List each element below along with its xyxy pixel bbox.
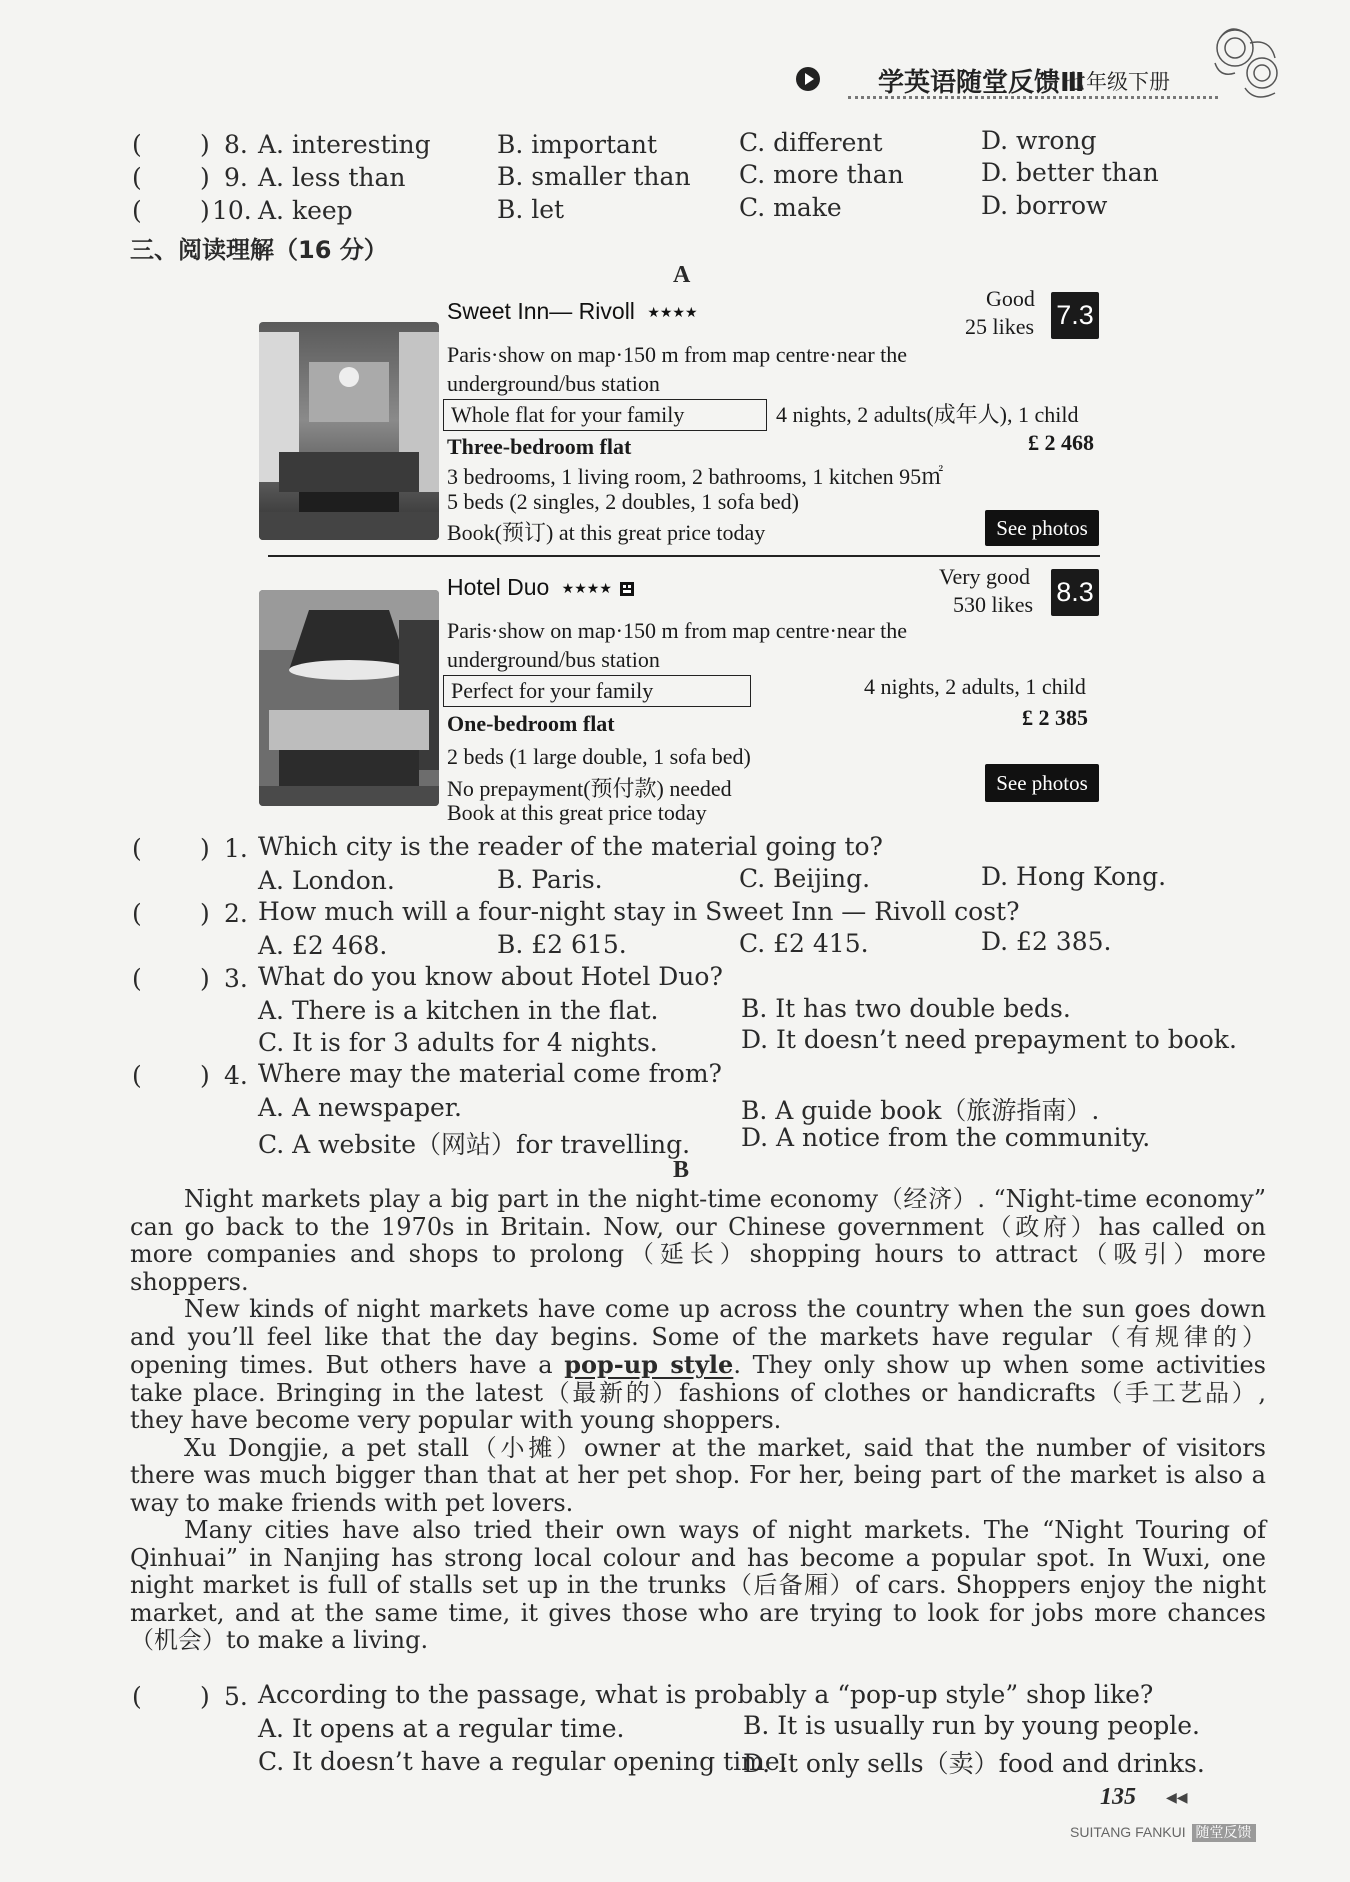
paragraph-3: Xu Dongjie, a pet stall（小摊）owner at the market, said that the number of visitors there was much bigger than that at her pet shop. For her, being part of the market is also a way to make friends with pet lovers. <box>130 1433 1266 1517</box>
listing-divider <box>268 555 1100 557</box>
question-number: 8. <box>224 130 248 159</box>
option-d: D. Hong Kong. <box>981 862 1167 891</box>
answer-paren-close: ) <box>200 130 210 159</box>
likes-count: 530 likes <box>953 592 1034 617</box>
prepayment-note: No prepayment(预付款) needed <box>447 776 732 801</box>
see-photos-button[interactable]: See photos <box>985 764 1099 802</box>
book-note: Book at this great price today <box>447 800 707 825</box>
section-heading: 三、阅读理解（16 分） <box>130 236 388 264</box>
rating-word: Good <box>986 286 1035 311</box>
location-line[interactable]: Paris·show on map·150 m from map centre·near the <box>447 342 908 367</box>
option-c: C. Beijing. <box>739 864 871 893</box>
flat-type: One-bedroom flat <box>447 711 615 736</box>
option-b: B. Paris. <box>497 865 603 894</box>
option-d: D. It doesn’t need prepayment to book. <box>741 1025 1237 1054</box>
answer-paren-open[interactable]: ( <box>132 1682 142 1711</box>
answer-paren-close: ) <box>200 1682 210 1711</box>
part-b-label: B <box>673 1157 690 1183</box>
answer-paren-close: ) <box>200 964 210 993</box>
flat-type: Three-bedroom flat <box>447 434 632 459</box>
option-b: B. £2 615. <box>497 930 627 959</box>
option-d: D. borrow <box>981 191 1108 220</box>
option-d: D. A notice from the community. <box>741 1123 1151 1152</box>
location-line-2: underground/bus station <box>447 647 660 672</box>
price: £ 2 385 <box>1022 705 1088 730</box>
answer-paren-close: ) <box>200 899 210 928</box>
option-a: A. less than <box>258 163 406 192</box>
option-a: A. £2 468. <box>258 931 388 960</box>
book-title: 学英语随堂反馈Ⅲ <box>878 68 1085 98</box>
option-a: A. interesting <box>258 130 431 159</box>
question-stem: What do you know about Hotel Duo? <box>258 962 723 991</box>
footer-brand: SUITANG FANKUI 随堂反馈 <box>1070 1822 1256 1842</box>
hotel-name[interactable]: Hotel Duo ★★★★ <box>447 574 634 601</box>
book-grade: 七年级下册 <box>1065 70 1170 94</box>
see-photos-button[interactable]: See photos <box>985 510 1099 546</box>
question-stem: Where may the material come from? <box>258 1059 722 1088</box>
tag-box: Perfect for your family <box>443 675 751 707</box>
answer-paren-open[interactable]: ( <box>132 964 142 993</box>
hotel-name[interactable]: Sweet Inn— Rivoll ★★★★ <box>447 298 698 324</box>
option-d: D. It only sells（卖）food and drinks. <box>743 1749 1205 1778</box>
location-line-2: underground/bus station <box>447 371 660 396</box>
option-a: A. A newspaper. <box>258 1093 462 1122</box>
question-number: 2. <box>224 899 248 928</box>
paragraph-2: New kinds of night markets have come up across the country when the sun goes down and you’ll feel like that the day begins. Some of the markets have regular（有规律的）opening times. But others have a pop-up style. They only show up when some activities take place. Bringing in the latest（最新的）fashions of clothes or handicrafts（手工艺品）, they have become very popular with young shoppers. <box>130 1295 1266 1434</box>
option-c: C. It is for 3 adults for 4 nights. <box>258 1028 658 1057</box>
option-c: C. £2 415. <box>739 929 869 958</box>
score-badge: 8.3 <box>1051 569 1099 616</box>
score-badge: 7.3 <box>1051 292 1099 339</box>
option-b: B. important <box>497 130 658 159</box>
option-c: C. make <box>739 193 842 222</box>
option-b: B. It has two double beds. <box>741 994 1071 1023</box>
passage-b <box>130 1186 1266 1655</box>
question-number: 9. <box>224 163 248 192</box>
question-stem: According to the passage, what is probably a “pop-up style” shop like? <box>258 1680 1154 1709</box>
bed-details: 2 beds (1 large double, 1 sofa bed) <box>447 744 751 769</box>
building-icon <box>620 582 634 596</box>
option-a: A. keep <box>258 196 353 225</box>
question-stem: Which city is the reader of the material going to? <box>258 832 883 861</box>
pop-up-style-phrase: pop-up style <box>564 1350 734 1379</box>
option-c: C. more than <box>739 160 904 189</box>
question-number: 4. <box>224 1061 248 1090</box>
question-number: 1. <box>224 834 248 863</box>
book-note: Book(预订) at this great price today <box>447 520 766 545</box>
footer-brand-badge: 随堂反馈 <box>1192 1824 1256 1842</box>
price: £ 2 468 <box>1028 430 1094 455</box>
option-d: D. wrong <box>981 126 1097 155</box>
paragraph-1: Night markets play a big part in the night-time economy（经济）. “Night-time economy” can go back to the 1970s in Britain. Now, our Chinese government（政府）has called on more companies and shops to prolong（延长）shopping hours to attract（吸引）more shoppers. <box>130 1185 1266 1296</box>
double-arrow-icon: ◀◀ <box>1166 1790 1188 1806</box>
option-a: A. It opens at a regular time. <box>258 1714 625 1743</box>
part-a-label: A <box>673 262 691 288</box>
tag-box: Whole flat for your family <box>443 399 767 431</box>
question-number: 5. <box>224 1682 248 1711</box>
room-details: 3 bedrooms, 1 living room, 2 bathrooms, 1 kitchen 95㎡ <box>447 464 944 489</box>
option-b: B. It is usually run by young people. <box>743 1711 1200 1740</box>
option-c: C. It doesn’t have a regular opening time. <box>258 1747 788 1776</box>
question-stem: How much will a four-night stay in Sweet Inn — Rivoll cost? <box>258 897 1020 926</box>
option-b: B. A guide book（旅游指南）. <box>741 1096 1100 1125</box>
answer-paren-open[interactable]: ( <box>132 899 142 928</box>
question-number: 3. <box>224 964 248 993</box>
option-d: D. better than <box>981 158 1159 187</box>
answer-paren-close: ) <box>200 834 210 863</box>
page-number: 135 <box>1100 1784 1136 1810</box>
answer-paren-open[interactable]: ( <box>132 163 142 192</box>
answer-paren-open[interactable]: ( <box>132 130 142 159</box>
answer-paren-close: ) <box>200 196 210 225</box>
paragraph-4: Many cities have also tried their own ways of night markets. The “Night Touring of Qinhuai” in Nanjing has strong local colour and has become a popular spot. In Wuxi, one night market is full of stalls set up in the trunks（后备厢）of cars. Shoppers enjoy the night market, and at the same time, it gives those who are trying to look for jobs more chances（机会）to make a living. <box>130 1516 1266 1654</box>
answer-paren-open[interactable]: ( <box>132 1061 142 1090</box>
hotel-room-photo <box>259 322 439 540</box>
location-line[interactable]: Paris·show on map·150 m from map centre·near the <box>447 618 908 643</box>
stay-details: 4 nights, 2 adults, 1 child <box>864 674 1086 699</box>
option-c: C. different <box>739 128 883 157</box>
stay-details: 4 nights, 2 adults(成年人), 1 child <box>776 402 1079 427</box>
option-a: A. London. <box>258 866 395 895</box>
option-c: C. A website（网站）for travelling. <box>258 1130 691 1159</box>
star-rating-icon: ★★★★ <box>647 304 698 321</box>
answer-paren-open[interactable]: ( <box>132 834 142 863</box>
bed-details: 5 beds (2 singles, 2 doubles, 1 sofa bed) <box>447 489 799 514</box>
answer-paren-close: ) <box>200 163 210 192</box>
hotel-room-photo <box>259 590 439 806</box>
option-a: A. There is a kitchen in the flat. <box>258 996 659 1025</box>
flower-decoration-icon <box>1200 18 1290 108</box>
likes-count: 25 likes <box>965 314 1035 339</box>
header-dotted-rule <box>848 96 1218 99</box>
answer-paren-close: ) <box>200 1061 210 1090</box>
answer-paren-open[interactable]: ( <box>132 196 142 225</box>
question-number: 10. <box>212 196 252 225</box>
rating-word: Very good <box>939 564 1031 589</box>
option-b: B. smaller than <box>497 162 691 191</box>
star-rating-icon: ★★★★ <box>561 580 612 597</box>
option-d: D. £2 385. <box>981 927 1112 956</box>
option-b: B. let <box>497 195 565 224</box>
play-icon <box>795 66 821 92</box>
